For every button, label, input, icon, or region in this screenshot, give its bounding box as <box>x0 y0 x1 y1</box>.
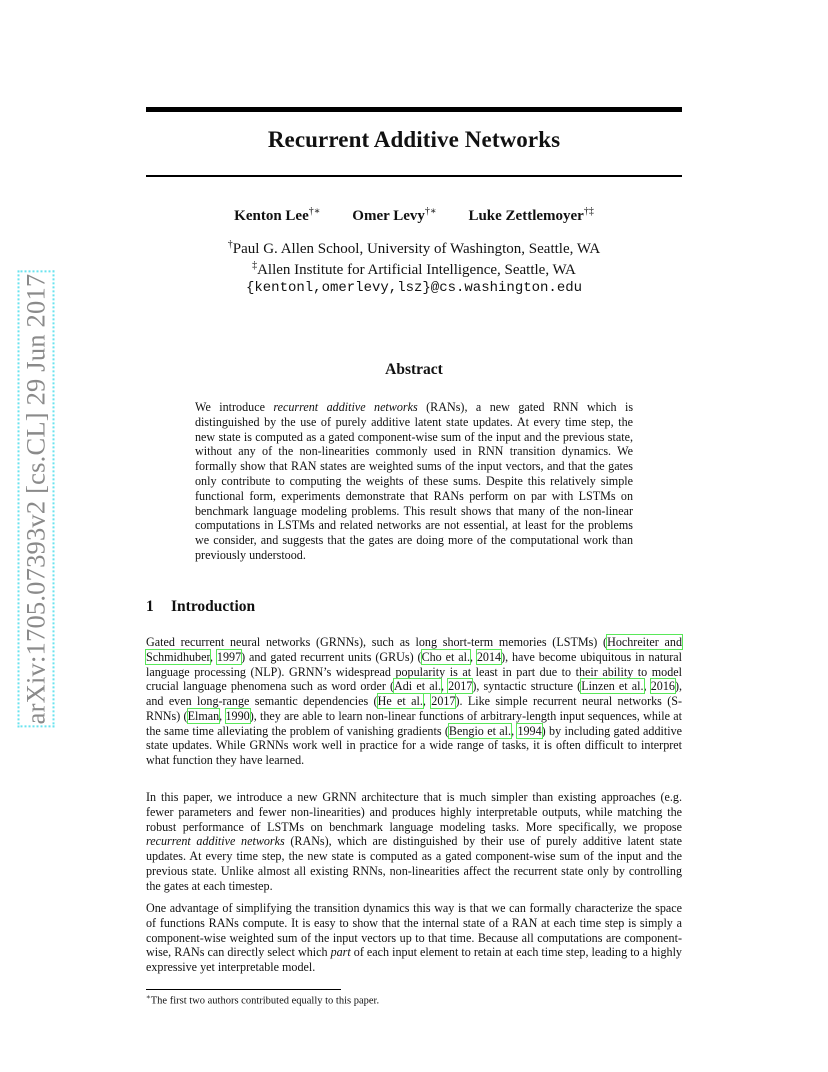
author-3-marks: †‡ <box>583 206 594 217</box>
arxiv-identifier[interactable]: arXiv:1705.07393v2 [cs.CL] 29 Jun 2017 <box>20 273 51 725</box>
section-title: Introduction <box>171 598 256 615</box>
citation-link[interactable]: 1990 <box>225 708 250 723</box>
abstract-text-start: We introduce <box>195 400 274 414</box>
footnote-text: The first two authors contributed equally to this paper. <box>150 995 380 1007</box>
citation-link[interactable]: Hochreiter and Schmidhuber <box>146 635 682 664</box>
footnote-mark: ∗ <box>146 993 151 1001</box>
author-1-name: Kenton Lee <box>234 208 309 224</box>
citation-link[interactable]: He et al. <box>377 694 423 708</box>
footnote-rule <box>146 989 341 990</box>
affiliation-1-mark: † <box>227 239 233 250</box>
footnote <box>146 993 682 1007</box>
citation-link[interactable]: 2017 <box>431 694 456 708</box>
intro-paragraph-2-emphasis: recurrent additive networks <box>146 834 285 849</box>
citation-link[interactable]: Adi et al. <box>394 679 441 694</box>
citation-link[interactable]: Elman <box>187 708 220 723</box>
citation-link[interactable]: Cho et al. <box>421 649 470 664</box>
affiliation-1 <box>146 239 682 258</box>
author-emails: {kentonl,omerlevy,lsz}@cs.washington.edu <box>245 280 583 296</box>
section-number: 1 <box>146 598 154 615</box>
author-3-name: Luke Zettlemoyer <box>468 208 584 224</box>
abstract-text-rest: (RANs), a new gated RNN which is distinguished by the use of purely additive latent state updates. At every time step, the new state is computed as a gated component-wise sum of the input and the previous state, without any of the non-linearities commonly used in RNN transition dynamics. We formally show that RAN states are weighted sums of the input vectors, and that the gates only contribute to computing the weights of these sums. Despite this relatively simple functional form, experiments demonstrate that RANs perform on par with LSTMs on benchmark language modeling problems. This result shows that many of the non-linear computations in LSTMs and related networks are not essential, at least for the problems we consider, and suggests that the gates are doing more of the computational work than previously understood. <box>195 400 634 562</box>
citation-link[interactable]: 1997 <box>216 649 242 664</box>
citation-link[interactable]: 2016 <box>650 679 675 694</box>
abstract-heading: Abstract <box>385 361 443 378</box>
citation-link[interactable]: Linzen et al. <box>581 679 644 694</box>
citation-link[interactable]: 2017 <box>448 679 473 694</box>
affiliation-2-mark: ‡ <box>252 260 258 271</box>
affiliation-2-text: Allen Institute for Artificial Intelligence, Seattle, WA <box>257 262 576 278</box>
citation-link[interactable]: 2014 <box>476 649 502 664</box>
affiliation-2 <box>146 260 682 279</box>
citation-link[interactable]: 1994 <box>517 723 542 738</box>
author-2 <box>352 206 436 225</box>
section-heading-introduction <box>146 598 255 616</box>
author-3 <box>468 206 593 225</box>
author-1-marks: †∗ <box>308 206 321 217</box>
intro-paragraph-3: One advantage of simplifying the transition dynamics this way is that we can formally characterize the space of functions RANs compute. It is easy to show that the internal state of a RAN at each time step is simply a component-wise weighted sum of the input vectors up to that time. Because all computations are component-wise, RANs can directly select which part of each input element to retain at each time step, leading to a highly expressive yet interpretable model. <box>146 901 682 974</box>
affiliation-1-text: Paul G. Allen School, University of Washington, Seattle, WA <box>232 241 601 257</box>
author-1 <box>234 206 320 225</box>
author-2-name: Omer Levy <box>352 208 425 224</box>
intro-paragraph-2: In this paper, we introduce a new GRNN architecture that is much simpler than existing approaches (e.g. fewer parameters and fewer non-linearities) and produces highly interpretable outputs, while matching the robust performance of LSTMs on benchmark language modeling tasks. More specifically, we propose recurrent additive networks (RANs), which are distinguished by their use of purely additive latent state updates. At every time step, the new state is computed as a gated component-wise sum of the input and the previous state. Unlike almost all existing RNNs, non-linearities affect the recurrent state only by controlling the gates at each timestep. <box>146 790 683 893</box>
author-2-marks: †∗ <box>424 206 437 217</box>
author-list <box>146 206 682 225</box>
title-bottom-rule <box>146 175 682 177</box>
title-top-rule <box>146 107 682 112</box>
abstract-emphasis: recurrent additive networks <box>273 400 418 414</box>
intro-paragraph-3-emphasis: part <box>330 945 351 960</box>
intro-paragraph-1: Gated recurrent neural networks (GRNNs), such as long short-term memories (LSTMs) (Hochreiter and Schmidhuber, 1997) and gated recurrent units (GRUs) (Cho et al., 2014), have become ubiquitous in natural language processing (NLP). GRNN’s widespread popularity is at least in part due to their ability to model crucial language phenomena such as word order (Adi et al., 2017), syntactic structure (Linzen et al., 2016), and even long-range semantic dependencies (He et al., 2017). Like simple recurrent neural networks (S-RNNs) (Elman, 1990), they are able to learn non-linear functions of arbitrary-length input sequences, while at the same time alleviating the problem of vanishing gradients (Bengio et al., 1994) by including gated additive state updates. While GRNNs work well in practice for a wide range of tasks, it is often difficult to interpret what function they have learned. <box>146 635 683 767</box>
abstract-body <box>195 400 633 563</box>
citation-link[interactable]: Bengio et al. <box>448 723 512 738</box>
paper-title: Recurrent Additive Networks <box>267 127 561 152</box>
